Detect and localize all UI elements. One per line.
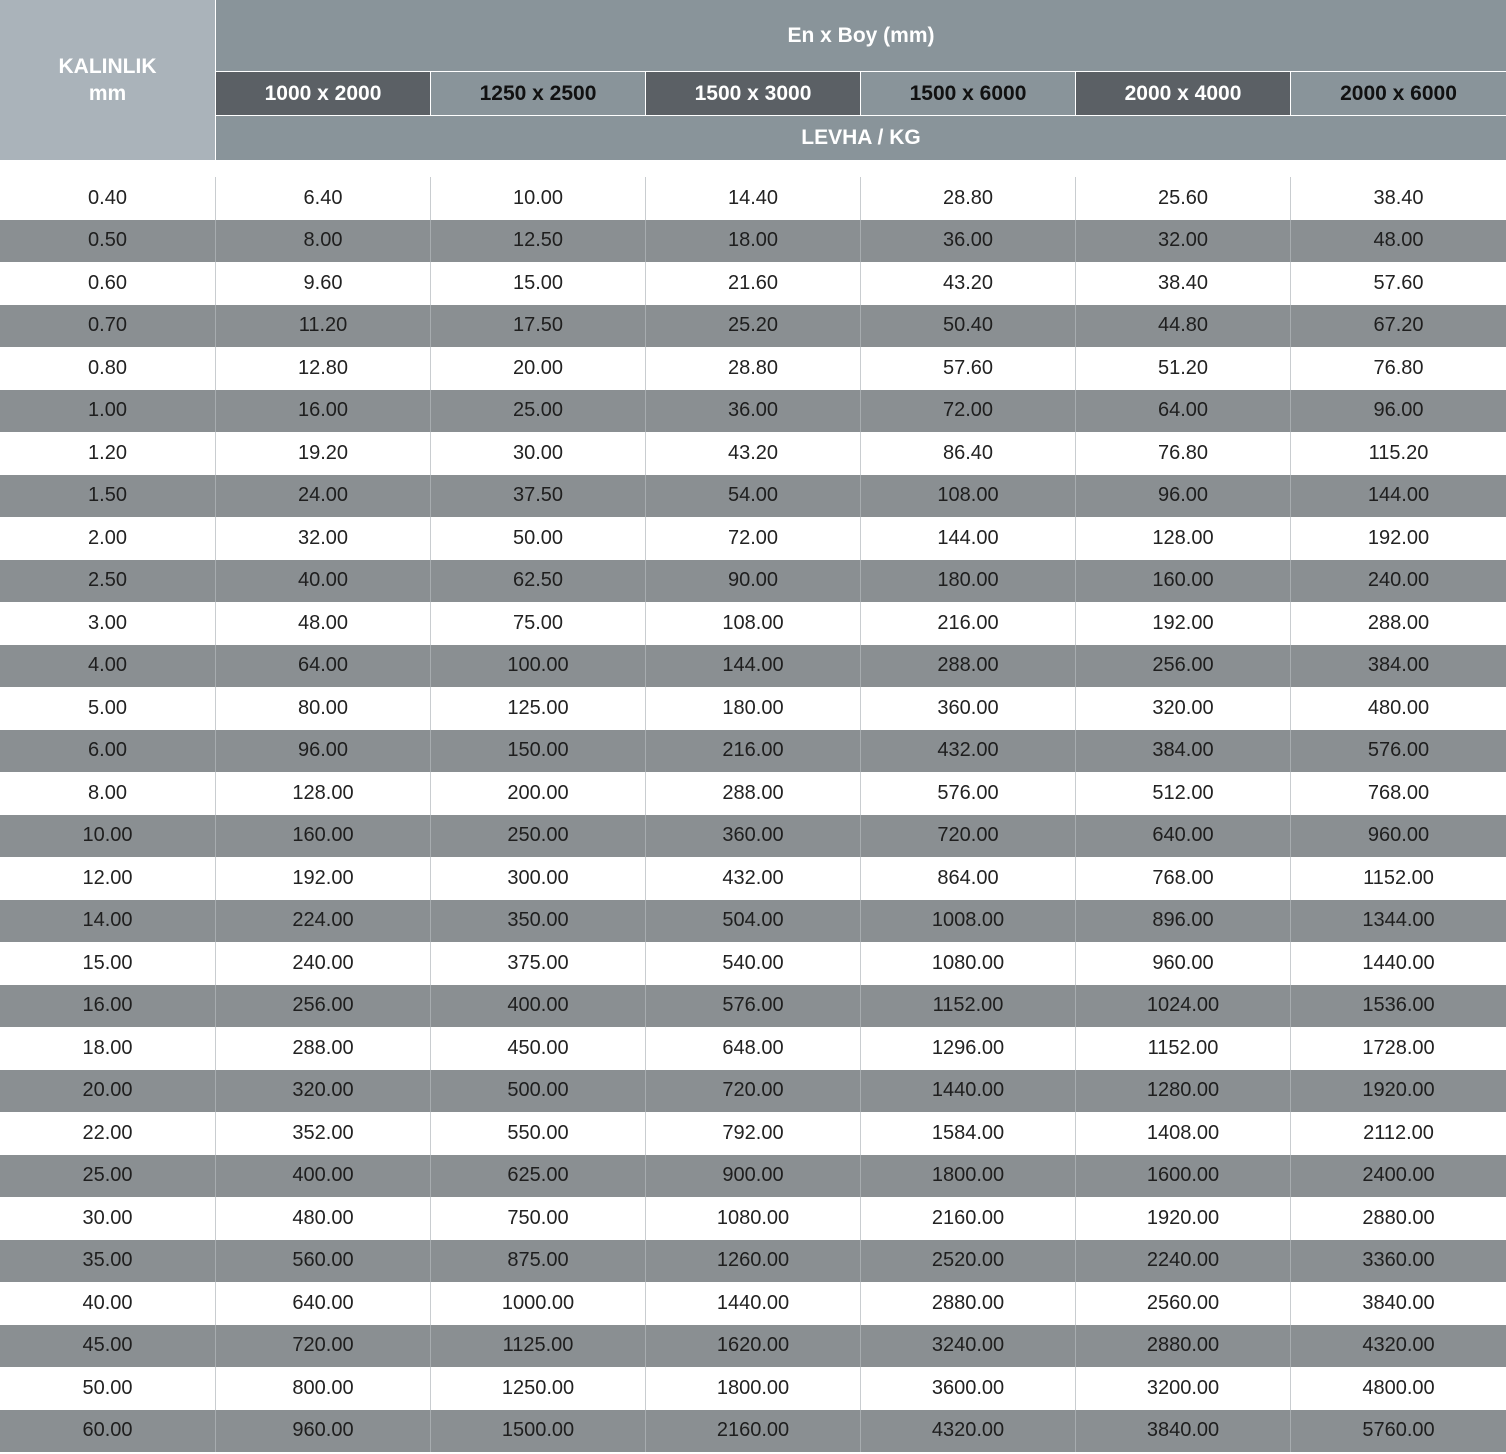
thickness-cell: 14.00 bbox=[82, 909, 133, 932]
weight-1250x2500: 750.00 bbox=[430, 1197, 645, 1240]
weight-2000x6000: 960.00 bbox=[1290, 815, 1506, 858]
table-row bbox=[0, 1282, 1506, 1325]
weight-2000x4000: 51.20 bbox=[1075, 347, 1290, 390]
weight-1250x2500: 375.00 bbox=[430, 942, 645, 985]
weight-1500x6000: 2160.00 bbox=[860, 1197, 1075, 1240]
weight-1250x2500: 300.00 bbox=[430, 857, 645, 900]
table-row bbox=[0, 177, 1506, 220]
weight-2000x4000: 2880.00 bbox=[1075, 1325, 1290, 1368]
weight-1000x2000: 960.00 bbox=[215, 1410, 430, 1453]
thickness-cell: 8.00 bbox=[88, 781, 127, 804]
weight-1500x3000: 25.20 bbox=[645, 305, 860, 348]
weight-2000x6000: 3840.00 bbox=[1290, 1282, 1506, 1325]
weight-2000x6000: 48.00 bbox=[1290, 220, 1506, 263]
weight-2000x4000: 960.00 bbox=[1075, 942, 1290, 985]
weight-1250x2500: 62.50 bbox=[430, 560, 645, 603]
weight-2000x4000: 256.00 bbox=[1075, 645, 1290, 688]
weight-1250x2500: 1500.00 bbox=[430, 1410, 645, 1453]
thickness-cell: 1.00 bbox=[88, 399, 127, 422]
weight-2000x4000: 384.00 bbox=[1075, 730, 1290, 773]
size-header-1250x2500: 1250 x 2500 bbox=[431, 72, 645, 115]
dimension-header: En x Boy (mm) bbox=[216, 0, 1506, 71]
weight-1500x6000: 180.00 bbox=[860, 560, 1075, 603]
table-row bbox=[0, 815, 1506, 858]
weight-1500x3000: 43.20 bbox=[645, 432, 860, 475]
weight-1500x6000: 28.80 bbox=[860, 177, 1075, 220]
weight-1500x6000: 4320.00 bbox=[860, 1410, 1075, 1453]
weight-2000x6000: 1344.00 bbox=[1290, 900, 1506, 943]
weight-1500x6000: 50.40 bbox=[860, 305, 1075, 348]
weight-2000x4000: 640.00 bbox=[1075, 815, 1290, 858]
weight-2000x6000: 4800.00 bbox=[1290, 1367, 1506, 1410]
weight-2000x4000: 25.60 bbox=[1075, 177, 1290, 220]
thickness-cell: 45.00 bbox=[82, 1334, 133, 1357]
thickness-cell: 10.00 bbox=[82, 824, 133, 847]
weight-1500x6000: 1440.00 bbox=[860, 1070, 1075, 1113]
size-header-1500x6000: 1500 x 6000 bbox=[861, 72, 1075, 115]
weight-1500x3000: 360.00 bbox=[645, 815, 860, 858]
weight-1000x2000: 256.00 bbox=[215, 985, 430, 1028]
weight-1500x3000: 540.00 bbox=[645, 942, 860, 985]
table-row bbox=[0, 1070, 1506, 1113]
weight-1500x6000: 720.00 bbox=[860, 815, 1075, 858]
weight-1000x2000: 8.00 bbox=[215, 220, 430, 263]
thickness-cell: 0.60 bbox=[88, 271, 127, 294]
weight-2000x6000: 576.00 bbox=[1290, 730, 1506, 773]
weight-1250x2500: 50.00 bbox=[430, 517, 645, 560]
weight-1000x2000: 32.00 bbox=[215, 517, 430, 560]
unit-header: LEVHA / KG bbox=[216, 116, 1506, 160]
weight-1500x3000: 1080.00 bbox=[645, 1197, 860, 1240]
weight-1500x3000: 1620.00 bbox=[645, 1325, 860, 1368]
weight-1500x3000: 54.00 bbox=[645, 475, 860, 518]
weight-1500x3000: 1800.00 bbox=[645, 1367, 860, 1410]
thickness-cell: 50.00 bbox=[82, 1376, 133, 1399]
thickness-header-unit: mm bbox=[88, 82, 127, 105]
weight-1250x2500: 500.00 bbox=[430, 1070, 645, 1113]
table-row bbox=[0, 900, 1506, 943]
thickness-cell: 2.50 bbox=[88, 569, 127, 592]
thickness-cell: 0.80 bbox=[88, 356, 127, 379]
weight-1000x2000: 128.00 bbox=[215, 772, 430, 815]
weight-1500x3000: 28.80 bbox=[645, 347, 860, 390]
weight-2000x6000: 4320.00 bbox=[1290, 1325, 1506, 1368]
thickness-cell: 5.00 bbox=[88, 696, 127, 719]
weight-1500x3000: 1440.00 bbox=[645, 1282, 860, 1325]
weight-1250x2500: 1250.00 bbox=[430, 1367, 645, 1410]
weight-1250x2500: 37.50 bbox=[430, 475, 645, 518]
weight-1250x2500: 400.00 bbox=[430, 985, 645, 1028]
table-row bbox=[0, 220, 1506, 263]
size-header-2000x6000: 2000 x 6000 bbox=[1291, 72, 1506, 115]
weight-1500x3000: 648.00 bbox=[645, 1027, 860, 1070]
weight-1500x3000: 216.00 bbox=[645, 730, 860, 773]
table-row bbox=[0, 1240, 1506, 1283]
table-row bbox=[0, 1027, 1506, 1070]
weight-1500x6000: 2520.00 bbox=[860, 1240, 1075, 1283]
table-row bbox=[0, 1155, 1506, 1198]
table-row bbox=[0, 262, 1506, 305]
weight-1250x2500: 30.00 bbox=[430, 432, 645, 475]
weight-2000x4000: 192.00 bbox=[1075, 602, 1290, 645]
weight-2000x6000: 1440.00 bbox=[1290, 942, 1506, 985]
weight-2000x6000: 115.20 bbox=[1290, 432, 1506, 475]
weight-2000x6000: 768.00 bbox=[1290, 772, 1506, 815]
table-row bbox=[0, 432, 1506, 475]
weight-2000x4000: 96.00 bbox=[1075, 475, 1290, 518]
weight-1250x2500: 12.50 bbox=[430, 220, 645, 263]
thickness-cell: 25.00 bbox=[82, 1164, 133, 1187]
table-row bbox=[0, 517, 1506, 560]
weight-1500x3000: 1260.00 bbox=[645, 1240, 860, 1283]
table-header bbox=[0, 0, 1506, 160]
weight-1500x6000: 3600.00 bbox=[860, 1367, 1075, 1410]
weight-2000x4000: 1408.00 bbox=[1075, 1112, 1290, 1155]
weight-1500x6000: 2880.00 bbox=[860, 1282, 1075, 1325]
weight-2000x4000: 1152.00 bbox=[1075, 1027, 1290, 1070]
weight-1250x2500: 1000.00 bbox=[430, 1282, 645, 1325]
weight-1250x2500: 100.00 bbox=[430, 645, 645, 688]
weight-1000x2000: 240.00 bbox=[215, 942, 430, 985]
weight-2000x6000: 1536.00 bbox=[1290, 985, 1506, 1028]
weight-1500x3000: 144.00 bbox=[645, 645, 860, 688]
table-row bbox=[0, 1410, 1506, 1453]
weight-1500x6000: 1008.00 bbox=[860, 900, 1075, 943]
thickness-cell: 4.00 bbox=[88, 654, 127, 677]
weight-1500x6000: 3240.00 bbox=[860, 1325, 1075, 1368]
thickness-cell: 16.00 bbox=[82, 994, 133, 1017]
weight-2000x6000: 5760.00 bbox=[1290, 1410, 1506, 1453]
weight-1000x2000: 24.00 bbox=[215, 475, 430, 518]
thickness-cell: 18.00 bbox=[82, 1036, 133, 1059]
weight-1000x2000: 11.20 bbox=[215, 305, 430, 348]
weight-2000x4000: 512.00 bbox=[1075, 772, 1290, 815]
table-row bbox=[0, 985, 1506, 1028]
table-row bbox=[0, 602, 1506, 645]
weight-1500x6000: 1296.00 bbox=[860, 1027, 1075, 1070]
weight-1500x6000: 1584.00 bbox=[860, 1112, 1075, 1155]
table-row bbox=[0, 347, 1506, 390]
weight-2000x4000: 32.00 bbox=[1075, 220, 1290, 263]
table-row bbox=[0, 687, 1506, 730]
thickness-cell: 2.00 bbox=[88, 526, 127, 549]
weight-1500x6000: 36.00 bbox=[860, 220, 1075, 263]
weight-2000x6000: 384.00 bbox=[1290, 645, 1506, 688]
weight-2000x4000: 76.80 bbox=[1075, 432, 1290, 475]
weight-1500x6000: 43.20 bbox=[860, 262, 1075, 305]
thickness-cell: 30.00 bbox=[82, 1206, 133, 1229]
weight-1250x2500: 10.00 bbox=[430, 177, 645, 220]
weight-1500x6000: 360.00 bbox=[860, 687, 1075, 730]
size-header-1000x2000: 1000 x 2000 bbox=[216, 72, 430, 115]
weight-1250x2500: 17.50 bbox=[430, 305, 645, 348]
weight-1500x3000: 18.00 bbox=[645, 220, 860, 263]
weight-1500x3000: 14.40 bbox=[645, 177, 860, 220]
weight-1500x6000: 1080.00 bbox=[860, 942, 1075, 985]
weight-1250x2500: 15.00 bbox=[430, 262, 645, 305]
weight-1250x2500: 625.00 bbox=[430, 1155, 645, 1198]
weight-2000x4000: 320.00 bbox=[1075, 687, 1290, 730]
weight-2000x6000: 1920.00 bbox=[1290, 1070, 1506, 1113]
weight-2000x6000: 2400.00 bbox=[1290, 1155, 1506, 1198]
weight-1500x3000: 432.00 bbox=[645, 857, 860, 900]
weight-1000x2000: 40.00 bbox=[215, 560, 430, 603]
weight-1500x6000: 1800.00 bbox=[860, 1155, 1075, 1198]
thickness-cell: 22.00 bbox=[82, 1121, 133, 1144]
thickness-cell: 1.20 bbox=[88, 441, 127, 464]
table-row bbox=[0, 305, 1506, 348]
table-row bbox=[0, 1367, 1506, 1410]
table-row bbox=[0, 1325, 1506, 1368]
thickness-cell: 60.00 bbox=[82, 1419, 133, 1442]
weight-1250x2500: 550.00 bbox=[430, 1112, 645, 1155]
weight-1250x2500: 450.00 bbox=[430, 1027, 645, 1070]
weight-1500x6000: 864.00 bbox=[860, 857, 1075, 900]
weight-2000x6000: 96.00 bbox=[1290, 390, 1506, 433]
weight-2000x4000: 38.40 bbox=[1075, 262, 1290, 305]
weight-1500x3000: 108.00 bbox=[645, 602, 860, 645]
weight-2000x6000: 480.00 bbox=[1290, 687, 1506, 730]
weight-1000x2000: 16.00 bbox=[215, 390, 430, 433]
weight-2000x6000: 2112.00 bbox=[1290, 1112, 1506, 1155]
thickness-cell: 0.40 bbox=[88, 186, 127, 209]
table-row bbox=[0, 475, 1506, 518]
size-header-2000x4000: 2000 x 4000 bbox=[1076, 72, 1290, 115]
weight-2000x6000: 57.60 bbox=[1290, 262, 1506, 305]
weight-1500x3000: 90.00 bbox=[645, 560, 860, 603]
weight-2000x4000: 128.00 bbox=[1075, 517, 1290, 560]
thickness-cell: 40.00 bbox=[82, 1291, 133, 1314]
weight-2000x6000: 76.80 bbox=[1290, 347, 1506, 390]
weight-1250x2500: 75.00 bbox=[430, 602, 645, 645]
weight-2000x4000: 160.00 bbox=[1075, 560, 1290, 603]
weight-1500x6000: 108.00 bbox=[860, 475, 1075, 518]
thickness-cell: 1.50 bbox=[88, 484, 127, 507]
weight-2000x6000: 192.00 bbox=[1290, 517, 1506, 560]
weight-1000x2000: 320.00 bbox=[215, 1070, 430, 1113]
thickness-cell: 6.00 bbox=[88, 739, 127, 762]
weight-1000x2000: 96.00 bbox=[215, 730, 430, 773]
weight-2000x6000: 288.00 bbox=[1290, 602, 1506, 645]
table-row bbox=[0, 942, 1506, 985]
weight-2000x4000: 3200.00 bbox=[1075, 1367, 1290, 1410]
weight-1000x2000: 80.00 bbox=[215, 687, 430, 730]
table-row bbox=[0, 645, 1506, 688]
weight-1000x2000: 352.00 bbox=[215, 1112, 430, 1155]
table-row bbox=[0, 560, 1506, 603]
weight-1500x6000: 144.00 bbox=[860, 517, 1075, 560]
weight-1500x3000: 2160.00 bbox=[645, 1410, 860, 1453]
table-row bbox=[0, 1197, 1506, 1240]
weight-2000x6000: 3360.00 bbox=[1290, 1240, 1506, 1283]
weight-1000x2000: 160.00 bbox=[215, 815, 430, 858]
weight-2000x6000: 240.00 bbox=[1290, 560, 1506, 603]
weight-1250x2500: 25.00 bbox=[430, 390, 645, 433]
weight-1250x2500: 1125.00 bbox=[430, 1325, 645, 1368]
weight-2000x4000: 1920.00 bbox=[1075, 1197, 1290, 1240]
size-header-1500x3000: 1500 x 3000 bbox=[646, 72, 860, 115]
weight-1500x3000: 720.00 bbox=[645, 1070, 860, 1113]
weight-1500x3000: 792.00 bbox=[645, 1112, 860, 1155]
weight-2000x6000: 1152.00 bbox=[1290, 857, 1506, 900]
weight-table-body bbox=[0, 177, 1506, 1452]
table-row bbox=[0, 772, 1506, 815]
weight-2000x4000: 2240.00 bbox=[1075, 1240, 1290, 1283]
weight-1500x3000: 180.00 bbox=[645, 687, 860, 730]
size-header-row bbox=[216, 72, 1506, 115]
weight-1000x2000: 560.00 bbox=[215, 1240, 430, 1283]
thickness-cell: 35.00 bbox=[82, 1249, 133, 1272]
weight-2000x4000: 1280.00 bbox=[1075, 1070, 1290, 1113]
weight-1500x6000: 216.00 bbox=[860, 602, 1075, 645]
weight-1000x2000: 64.00 bbox=[215, 645, 430, 688]
weight-1500x3000: 288.00 bbox=[645, 772, 860, 815]
weight-2000x4000: 768.00 bbox=[1075, 857, 1290, 900]
weight-1250x2500: 250.00 bbox=[430, 815, 645, 858]
weight-2000x4000: 1600.00 bbox=[1075, 1155, 1290, 1198]
table-row bbox=[0, 857, 1506, 900]
weight-1000x2000: 19.20 bbox=[215, 432, 430, 475]
thickness-cell: 3.00 bbox=[88, 611, 127, 634]
weight-2000x4000: 896.00 bbox=[1075, 900, 1290, 943]
weight-1500x3000: 900.00 bbox=[645, 1155, 860, 1198]
thickness-header bbox=[0, 0, 215, 160]
weight-1000x2000: 12.80 bbox=[215, 347, 430, 390]
weight-2000x6000: 38.40 bbox=[1290, 177, 1506, 220]
weight-1500x3000: 36.00 bbox=[645, 390, 860, 433]
weight-1500x3000: 21.60 bbox=[645, 262, 860, 305]
weight-2000x4000: 64.00 bbox=[1075, 390, 1290, 433]
thickness-cell: 0.70 bbox=[88, 314, 127, 337]
weight-1000x2000: 640.00 bbox=[215, 1282, 430, 1325]
weight-1000x2000: 6.40 bbox=[215, 177, 430, 220]
weight-2000x6000: 1728.00 bbox=[1290, 1027, 1506, 1070]
weight-1000x2000: 480.00 bbox=[215, 1197, 430, 1240]
table-row bbox=[0, 730, 1506, 773]
weight-1500x6000: 432.00 bbox=[860, 730, 1075, 773]
table-row bbox=[0, 1112, 1506, 1155]
weight-1250x2500: 20.00 bbox=[430, 347, 645, 390]
weight-1000x2000: 48.00 bbox=[215, 602, 430, 645]
weight-1500x3000: 576.00 bbox=[645, 985, 860, 1028]
weight-2000x4000: 3840.00 bbox=[1075, 1410, 1290, 1453]
thickness-cell: 15.00 bbox=[82, 951, 133, 974]
weight-2000x6000: 2880.00 bbox=[1290, 1197, 1506, 1240]
thickness-cell: 0.50 bbox=[88, 229, 127, 252]
weight-1000x2000: 192.00 bbox=[215, 857, 430, 900]
thickness-header-label: KALINLIK bbox=[58, 55, 157, 78]
weight-2000x4000: 1024.00 bbox=[1075, 985, 1290, 1028]
weight-1000x2000: 800.00 bbox=[215, 1367, 430, 1410]
weight-1250x2500: 150.00 bbox=[430, 730, 645, 773]
weight-1500x6000: 57.60 bbox=[860, 347, 1075, 390]
weight-1250x2500: 875.00 bbox=[430, 1240, 645, 1283]
weight-2000x6000: 67.20 bbox=[1290, 305, 1506, 348]
thickness-cell: 12.00 bbox=[82, 866, 133, 889]
weight-2000x6000: 144.00 bbox=[1290, 475, 1506, 518]
weight-1500x6000: 288.00 bbox=[860, 645, 1075, 688]
weight-1500x6000: 576.00 bbox=[860, 772, 1075, 815]
thickness-cell: 20.00 bbox=[82, 1079, 133, 1102]
weight-1000x2000: 400.00 bbox=[215, 1155, 430, 1198]
weight-1250x2500: 200.00 bbox=[430, 772, 645, 815]
weight-1250x2500: 125.00 bbox=[430, 687, 645, 730]
weight-1500x6000: 72.00 bbox=[860, 390, 1075, 433]
weight-1500x6000: 1152.00 bbox=[860, 985, 1075, 1028]
weight-1500x3000: 504.00 bbox=[645, 900, 860, 943]
weight-2000x4000: 2560.00 bbox=[1075, 1282, 1290, 1325]
weight-1000x2000: 224.00 bbox=[215, 900, 430, 943]
table-row bbox=[0, 390, 1506, 433]
weight-2000x4000: 44.80 bbox=[1075, 305, 1290, 348]
weight-1000x2000: 720.00 bbox=[215, 1325, 430, 1368]
weight-1250x2500: 350.00 bbox=[430, 900, 645, 943]
weight-1500x6000: 86.40 bbox=[860, 432, 1075, 475]
weight-1000x2000: 288.00 bbox=[215, 1027, 430, 1070]
weight-1500x3000: 72.00 bbox=[645, 517, 860, 560]
weight-1000x2000: 9.60 bbox=[215, 262, 430, 305]
